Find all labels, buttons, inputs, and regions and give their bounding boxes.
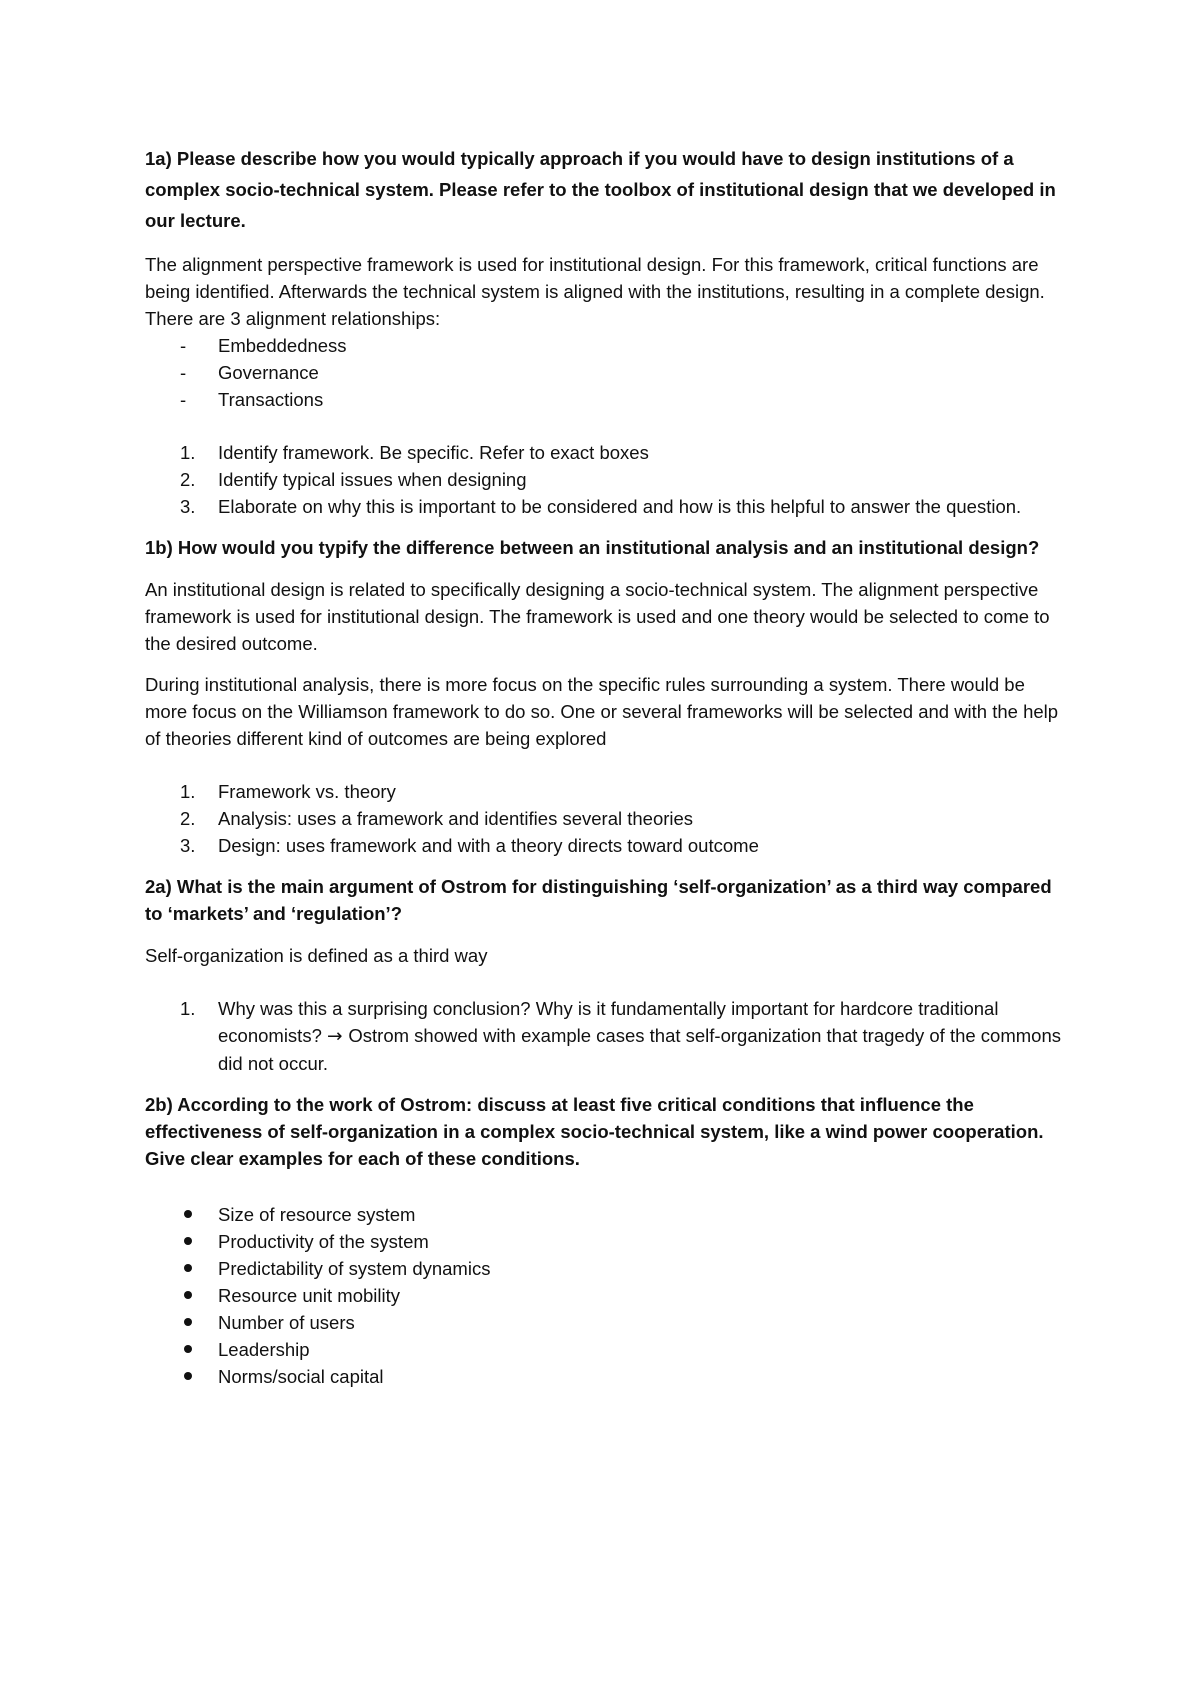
- points-list-2a: [145, 995, 1065, 1077]
- step-text: Identify typical issues when designing: [218, 469, 527, 490]
- relationship-label: Embeddedness: [218, 335, 347, 356]
- question-1b: 1b) How would you typify the difference between an institutional analysis and an institutional design?: [145, 537, 1040, 558]
- dash-marker: -: [180, 362, 187, 383]
- bullet-icon: [184, 1318, 192, 1326]
- list-item: [145, 386, 1065, 413]
- list-item: [145, 332, 1065, 359]
- list-item: [145, 1201, 1065, 1228]
- bullet-icon: [184, 1291, 192, 1299]
- relationship-label: Transactions: [218, 389, 324, 410]
- bullet-icon: [184, 1264, 192, 1272]
- document-body: [145, 143, 1065, 1390]
- step-text: Elaborate on why this is important to be considered and how is this helpful to answer the question.: [218, 496, 1022, 517]
- bullet-icon: [184, 1237, 192, 1245]
- point-text: Design: uses framework and with a theory directs toward outcome: [218, 835, 759, 856]
- number-marker: 2.: [180, 808, 196, 829]
- point-text: Analysis: uses a framework and identifies several theories: [218, 808, 694, 829]
- condition-text: Number of users: [218, 1312, 355, 1333]
- question-2b: 2b) According to the work of Ostrom: discuss at least five critical conditions that influence the effectiveness of self-organization in a complex socio-technical system, like a wind power cooperation. Give clear examples for each of these conditions.: [145, 1094, 1044, 1169]
- list-item: [145, 995, 1065, 1077]
- number-marker: 1.: [180, 442, 196, 463]
- steps-list-1a: [145, 439, 1065, 520]
- dash-marker: -: [180, 335, 187, 356]
- dash-marker: -: [180, 389, 187, 410]
- question-2a: 2a) What is the main argument of Ostrom for distinguishing ‘self-organization’ as a third way compared to ‘markets’ and ‘regulation’?: [145, 876, 1052, 924]
- answer-1b-design: An institutional design is related to specifically designing a socio-technical system. The alignment perspective framework is used for institutional design. The framework is used and one theory would be selected to come to the desired outcome.: [145, 579, 1050, 654]
- relationship-label: Governance: [218, 362, 319, 383]
- points-list-1b: [145, 778, 1065, 859]
- arrow-right-icon: →: [327, 1026, 349, 1047]
- answer-1b-analysis: During institutional analysis, there is more focus on the specific rules surrounding a system. There would be more focus on the Williamson framework to do so. One or several frameworks will be selected and with the help of theories different kind of outcomes are being explored: [145, 674, 1059, 749]
- number-marker: 2.: [180, 469, 196, 490]
- list-item: [145, 805, 1065, 832]
- list-item: [145, 439, 1065, 466]
- list-item: [145, 466, 1065, 493]
- condition-text: Predictability of system dynamics: [218, 1258, 491, 1279]
- answer-2a: Self-organization is defined as a third way: [145, 945, 488, 966]
- number-marker: 1.: [180, 998, 196, 1019]
- list-item: [145, 1363, 1065, 1390]
- question-1a: 1a) Please describe how you would typically approach if you would have to design institutions of a complex socio-technical system. Please refer to the toolbox of institutional design that we developed in our lecture.: [145, 148, 1056, 231]
- bullet-icon: [184, 1210, 192, 1218]
- list-item: [145, 778, 1065, 805]
- bullet-icon: [184, 1345, 192, 1353]
- point-answer: Ostrom showed with example cases that self-organization that tragedy of the commons did not occur.: [218, 1025, 1061, 1074]
- list-item: [145, 832, 1065, 859]
- condition-text: Leadership: [218, 1339, 310, 1360]
- point-text: Framework vs. theory: [218, 781, 396, 802]
- list-item: [145, 359, 1065, 386]
- list-item: [145, 1309, 1065, 1336]
- point-question: Why was this a surprising conclusion? Why is it fundamentally important for hardcore traditional economists?: [218, 998, 999, 1046]
- condition-text: Resource unit mobility: [218, 1285, 400, 1306]
- bullet-icon: [184, 1372, 192, 1380]
- condition-text: Productivity of the system: [218, 1231, 429, 1252]
- number-marker: 3.: [180, 496, 196, 517]
- list-item: [145, 1336, 1065, 1363]
- number-marker: 1.: [180, 781, 196, 802]
- alignment-relationships-list: [145, 332, 1065, 413]
- step-text: Identify framework. Be specific. Refer to exact boxes: [218, 442, 649, 463]
- answer-1a: The alignment perspective framework is used for institutional design. For this framework, critical functions are being identified. Afterwards the technical system is aligned with the institutions, resulting in a complete design. There are 3 alignment relationships:: [145, 254, 1045, 329]
- list-item: [145, 1255, 1065, 1282]
- number-marker: 3.: [180, 835, 196, 856]
- list-item: [145, 1228, 1065, 1255]
- condition-text: Size of resource system: [218, 1204, 416, 1225]
- list-item: [145, 493, 1065, 520]
- condition-text: Norms/social capital: [218, 1366, 384, 1387]
- list-item: [145, 1282, 1065, 1309]
- conditions-list: [145, 1201, 1065, 1390]
